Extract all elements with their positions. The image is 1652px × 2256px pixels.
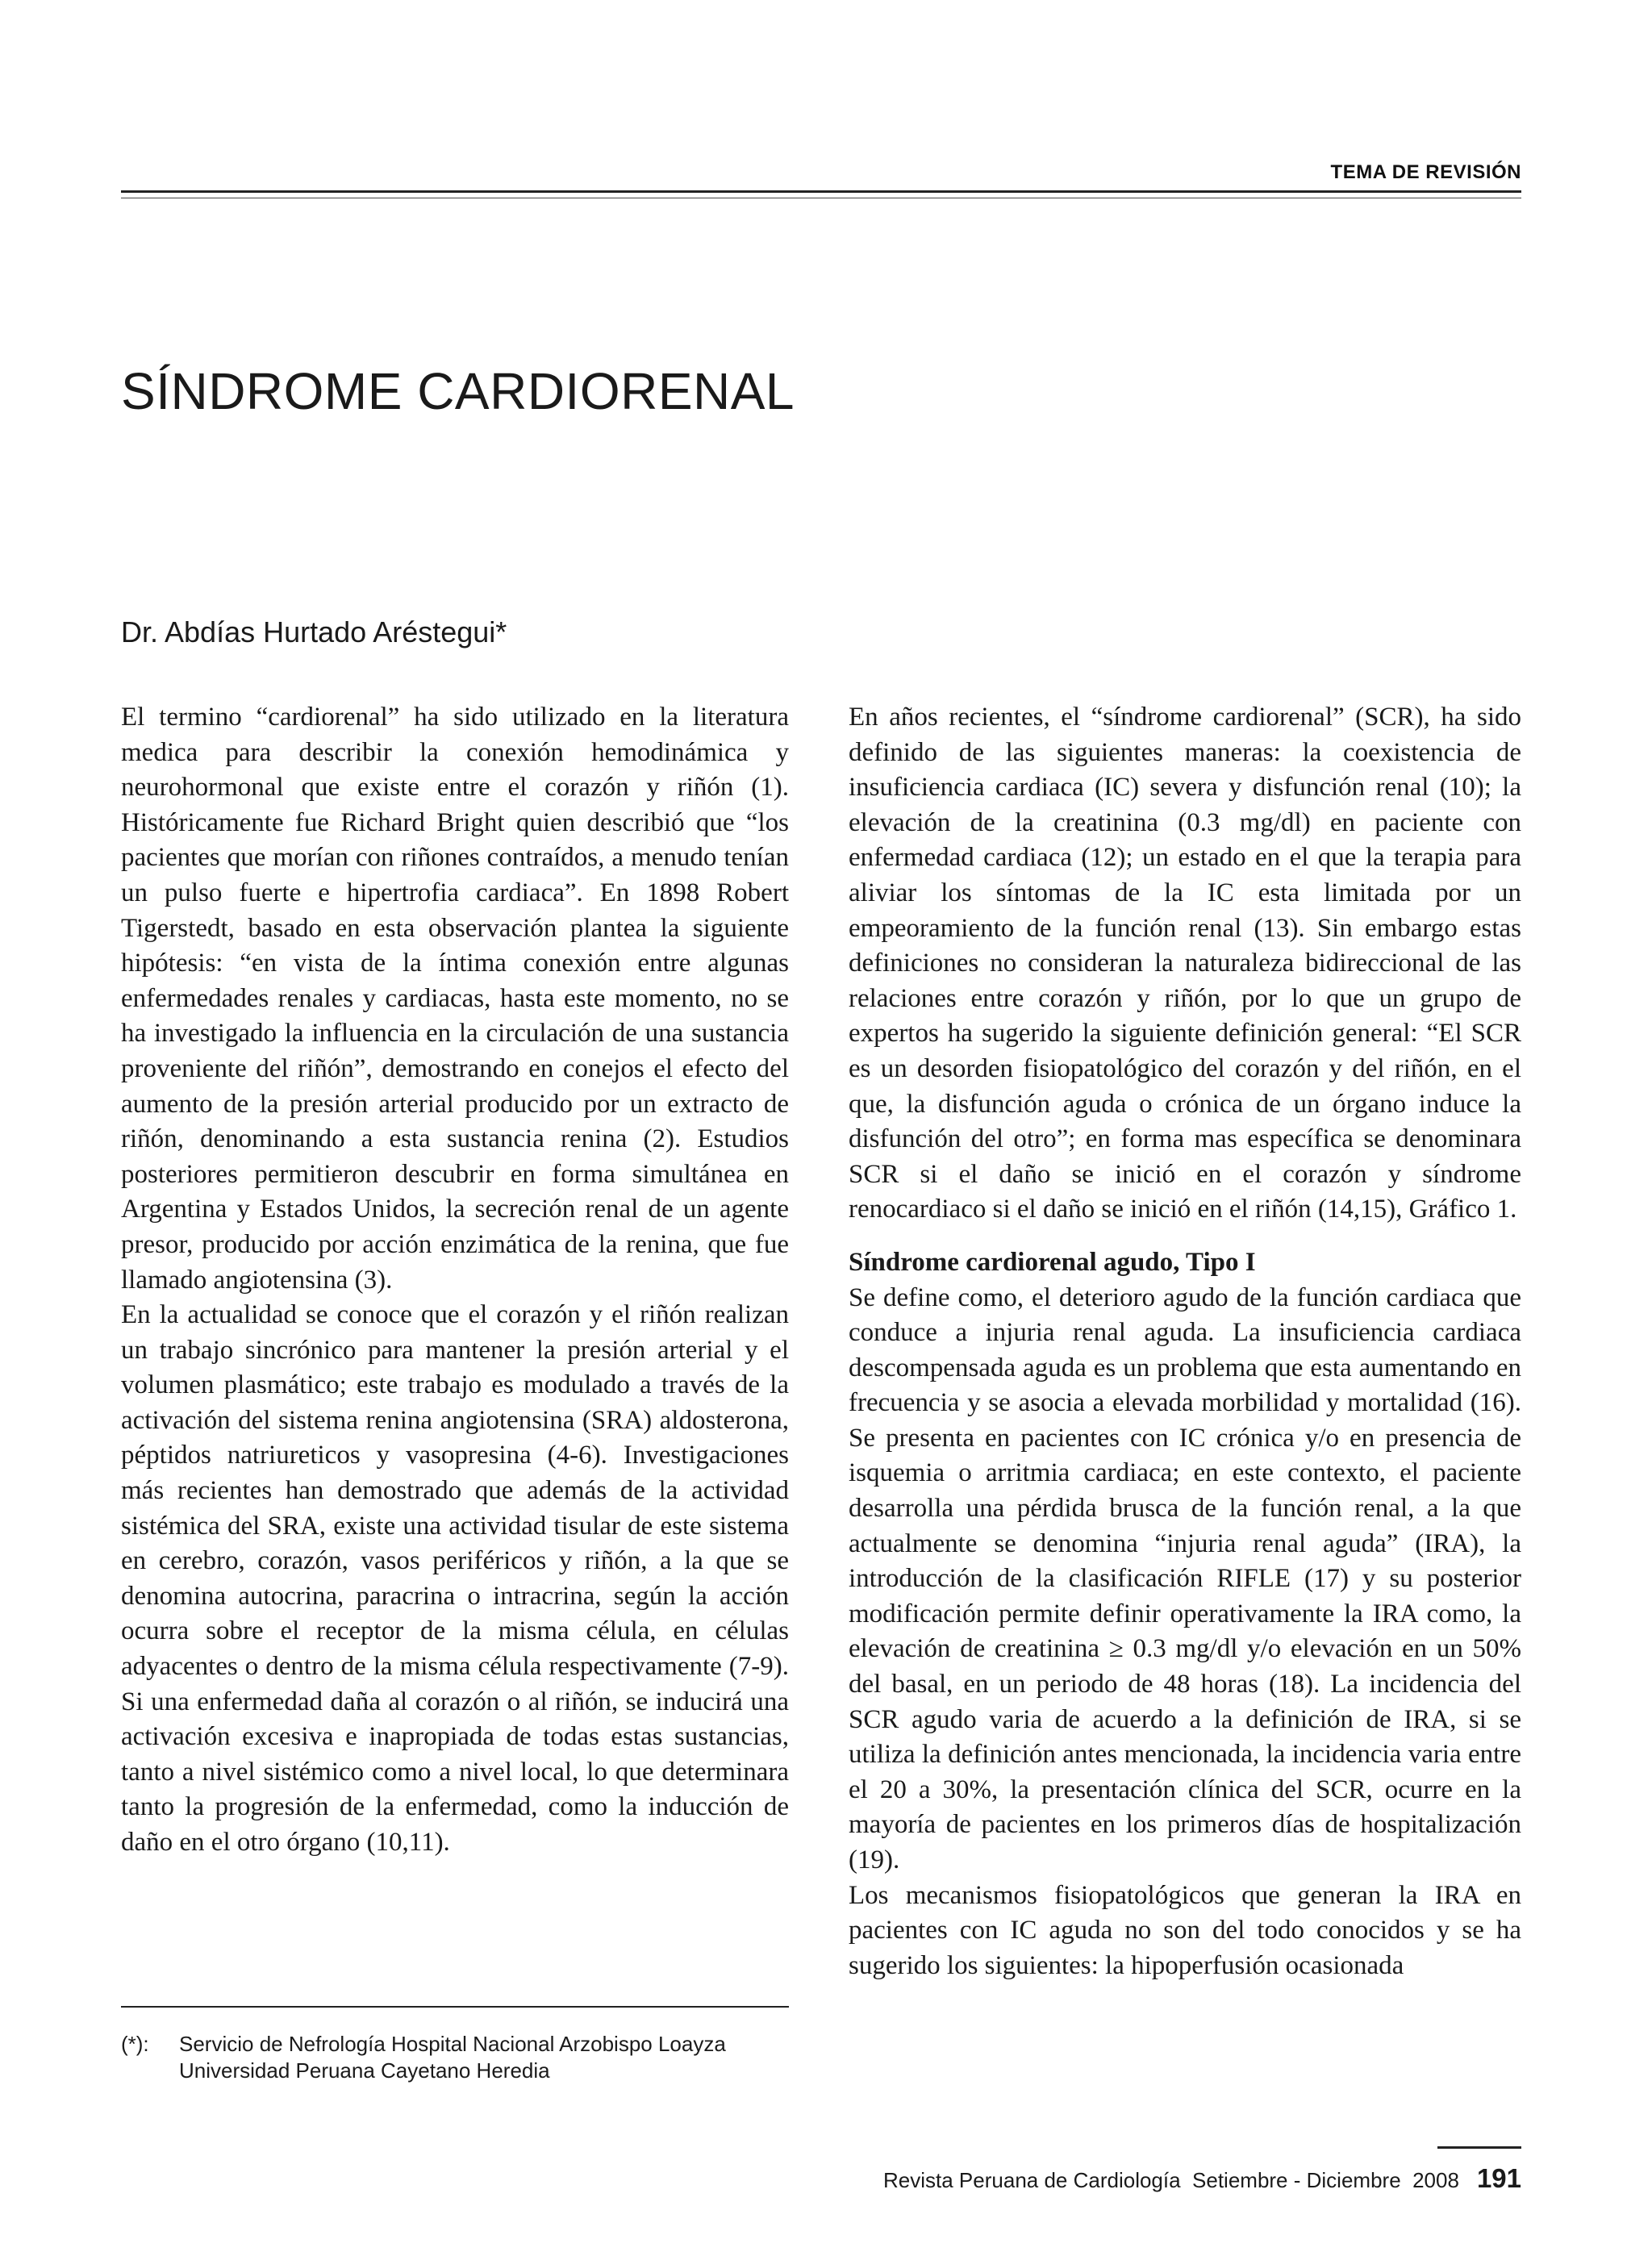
footnote-university: Universidad Peruana Cayetano Heredia: [179, 2058, 550, 2083]
body-paragraph: En la actualidad se conoce que el corazón y el riñón realizan un trabajo sincrónico para mantener la presión arterial y el volumen plasmático; este trabajo es modulado a través de la activación del sistema renina angiotensina (SRA) aldosterona, péptidos natriureticos y vasopresina (4-6). Investigaciones más recientes han demostrado que además de la actividad sistémica del SRA, existe una actividad tisular de este sistema en cerebro, corazón, vasos periféricos y riñón, a la que se denomina autocrina, paracrina o intracrina, según la acción ocurra sobre el receptor de la misma célula, en células adyacentes o dentro de la misma célula respectivamente (7-9). Si una enfermedad daña al corazón o al riñón, se inducirá una activación excesiva e inapropiada de todas estas sustancias, tanto a nivel sistémico como a nivel local, lo que determinara tanto la progresión de la enfermedad, como la inducción de daño en el otro órgano (10,11).: [121, 1300, 789, 1857]
page-number: 191: [1476, 2163, 1521, 2193]
footnote: [121, 2031, 789, 2084]
journal-citation: Revista Peruana de Cardiología Setiembre - Diciembre 2008: [883, 2168, 1459, 2192]
footnote-marker: (*):: [121, 2032, 149, 2056]
footnote-affiliation: Servicio de Nefrología Hospital Nacional Arzobispo Loayza: [179, 2032, 726, 2056]
footer-rule: [1437, 2146, 1521, 2149]
page-footer: [883, 2163, 1521, 2194]
header-rule: [121, 190, 1521, 193]
footnote-rule: [121, 2006, 789, 2008]
article-author: Dr. Abdías Hurtado Aréstegui*: [121, 615, 507, 648]
section-subheading: Síndrome cardiorenal agudo, Tipo I: [849, 1247, 1256, 1277]
body-paragraph: Se define como, el deterioro agudo de la función cardiaca que conduce a injuria renal aguda. La insuficiencia cardiaca descompensada aguda es un problema que esta aumentando en frecuencia y se asocia a elevada morbilidad y mortalidad (16). Se presenta en pacientes con IC crónica y/o en presencia de isquemia o arritmia cardiaca; en este contexto, el paciente desarrolla una pérdida brusca de la función renal, a la que actualmente se denomina “injuria renal aguda” (IRA), la introducción de la clasificación RIFLE (17) y su posterior modificación permite definir operativamente la IRA como, la elevación de creatinina ≥ 0.3 mg/dl y/o elevación en un 50% del basal, en un periodo de 48 horas (18). La incidencia del SCR agudo varia de acuerdo a la definición de IRA, si se utiliza la definición antes mencionada, la incidencia varia entre el 20 a 30%, la presentación clínica del SCR, ocurre en la mayoría de pacientes en los primeros días de hospitalización (19).: [849, 1282, 1521, 1874]
right-column: [849, 700, 1521, 1983]
body-paragraph: El termino “cardiorenal” ha sido utilizado en la literatura medica para describir la conexión hemodinámica y neurohormonal que existe entre el corazón y riñón (1). Históricamente fue Richard Bright quien describió que “los pacientes que morían con riñones contraídos, a menudo tenían un pulso fuerte e hipertrofia cardiaca”. En 1898 Robert Tigerstedt, basado en esta observación plantea la siguiente hipótesis: “en vista de la íntima conexión entre algunas enfermedades renales y cardiacas, hasta este momento, no se ha investigado la influencia en la circulación de una sustancia proveniente del riñón”, demostrando en conejos el efecto del aumento de la presión arterial producido por un extracto de riñón, denominando a esta sustancia renina (2). Estudios posteriores permitieron descubrir en forma simultánea en Argentina y Estados Unidos, la secreción renal de un agente presor, producido por acción enzimática de la renina, que fue llamado angiotensina (3).: [121, 703, 789, 1295]
article-title: SÍNDROME CARDIORENAL: [121, 362, 795, 420]
left-column: [121, 700, 789, 1861]
body-paragraph: En años recientes, el “síndrome cardiorenal” (SCR), ha sido definido de las siguientes maneras: la coexistencia de insuficiencia cardiaca (IC) severa y disfunción renal (10); la elevación de la creatinina (0.3 mg/dl) en paciente con enfermedad cardiaca (12); un estado en el que la terapia para aliviar los síntomas de la IC esta limitada por un empeoramiento de la función renal (13). Sin embargo estas definiciones no consideran la naturaleza bidireccional de las relaciones entre corazón y riñón, por lo que un grupo de expertos ha sugerido la siguiente definición general: “El SCR es un desorden fisiopatológico del corazón y del riñón, en el que, la disfunción aguda o crónica de un órgano induce la disfunción del otro”; en forma mas específica se denominara SCR si el daño se inició en el corazón y síndrome renocardiaco si el daño se inició en el riñón (14,15), Gráfico 1.: [849, 703, 1521, 1224]
section-tag: TEMA DE REVISIÓN: [1330, 161, 1521, 183]
paragraph-gap: [849, 1228, 1521, 1245]
body-paragraph: Los mecanismos fisiopatológicos que generan la IRA en pacientes con IC aguda no son del todo conocidos y se ha sugerido los siguientes: la hipoperfusión ocasionada: [849, 1880, 1521, 1980]
